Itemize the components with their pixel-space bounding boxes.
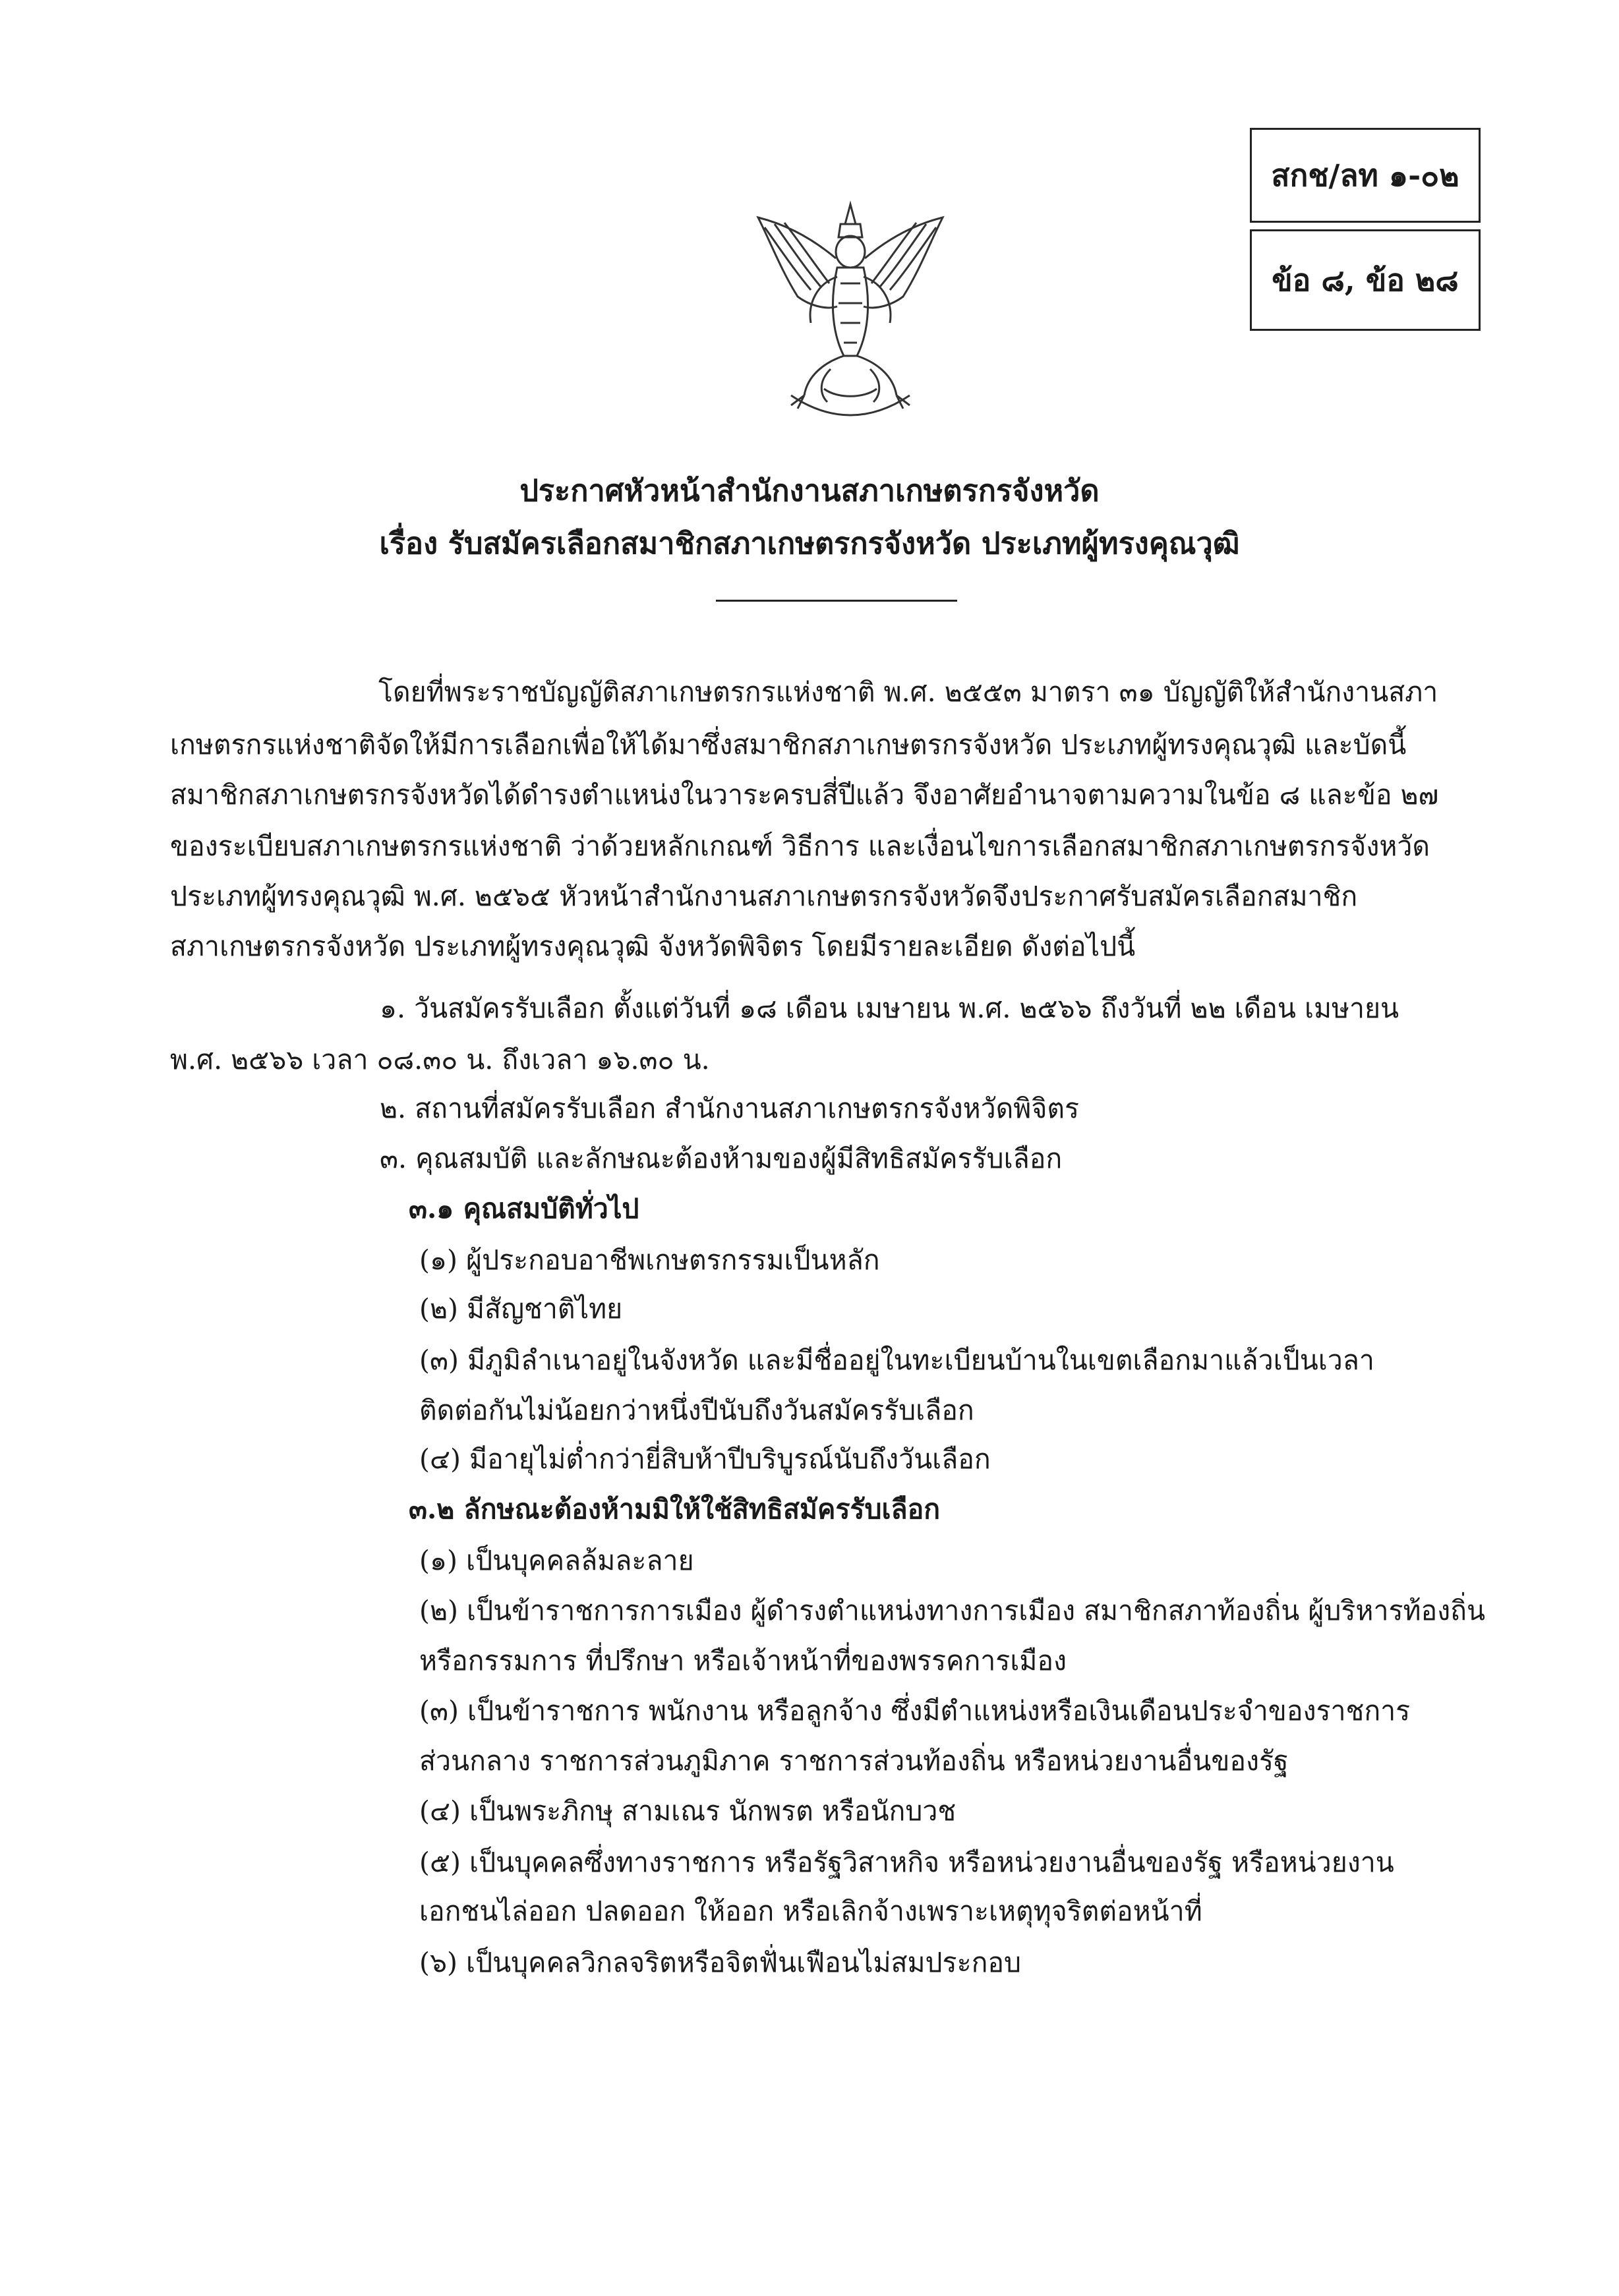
section-3-1-heading: ๓.๑ คุณสมบัติทั่วไป (409, 1193, 639, 1224)
intro-line: ของระเบียบสภาเกษตรกรแห่งชาติ ว่าด้วยหลักเกณฑ์ วิธีการ และเงื่อนไขการเลือกสมาชิกสภาเกษตรกรจังหวัด (170, 830, 1430, 862)
clause-reference-box (1250, 229, 1481, 331)
form-code-box (1250, 128, 1481, 223)
section-3-1-item: (๓) มีภูมิลำเนาอยู่ในจังหวัด และมีชื่ออยู่ในทะเบียนบ้านในเขตเลือกมาแล้วเป็นเวลา (419, 1344, 1374, 1376)
item-3-line: ๓. คุณสมบัติ และลักษณะต้องห้ามของผู้มีสิทธิสมัครรับเลือก (380, 1143, 1063, 1174)
section-3-2-heading: ๓.๒ ลักษณะต้องห้ามมิให้ใช้สิทธิสมัครรับเลือก (409, 1493, 941, 1525)
section-3-2-item-cont: หรือกรรมการ ที่ปรึกษา หรือเจ้าหน้าที่ของพรรคการเมือง (419, 1645, 1067, 1677)
section-3-2-item: (๔) เป็นพระภิกษุ สามเณร นักพรต หรือนักบวช (419, 1795, 957, 1827)
section-3-2-item: (๕) เป็นบุคคลซึ่งทางราชการ หรือรัฐวิสาหกิจ หรือหน่วยงานอื่นของรัฐ หรือหน่วยงาน (419, 1847, 1394, 1878)
garuda-emblem-icon (745, 198, 956, 422)
intro-line: ประเภทผู้ทรงคุณวุฒิ พ.ศ. ๒๕๖๕ หัวหน้าสำนักงานสภาเกษตรกรจังหวัดจึงประกาศรับสมัครเลือกสมาชิก (170, 880, 1358, 912)
section-3-1-item: (๑) ผู้ประกอบอาชีพเกษตรกรรมเป็นหลัก (419, 1244, 880, 1276)
section-3-2-item-cont: ส่วนกลาง ราชการส่วนภูมิภาค ราชการส่วนท้องถิ่น หรือหน่วยงานอื่นของรัฐ (419, 1745, 1289, 1777)
section-3-2-item: (๑) เป็นบุคคลล้มละลาย (419, 1545, 694, 1576)
item-1-line: พ.ศ. ๒๕๖๖ เวลา ๐๘.๓๐ น. ถึงเวลา ๑๖.๓๐ น. (170, 1044, 710, 1076)
item-1-line: ๑. วันสมัครรับเลือก ตั้งแต่วันที่ ๑๘ เดือน เมษายน พ.ศ. ๒๕๖๖ ถึงวันที่ ๒๒ เดือน เมษายน (380, 992, 1399, 1024)
title-divider (716, 600, 957, 602)
section-3-1-item: (๒) มีสัญชาติไทย (419, 1293, 623, 1325)
clause-reference: ข้อ ๘, ข้อ ๒๘ (1272, 262, 1459, 298)
intro-line: เกษตรกรแห่งชาติจัดให้มีการเลือกเพื่อให้ได้มาซึ่งสมาชิกสภาเกษตรกรจังหวัด ประเภทผู้ทรงคุณวุฒิ และบัดนี้ (170, 729, 1407, 761)
section-3-1-item-cont: ติดต่อกันไม่น้อยกว่าหนึ่งปีนับถึงวันสมัครรับเลือก (419, 1394, 974, 1426)
intro-line: สภาเกษตรกรจังหวัด ประเภทผู้ทรงคุณวุฒิ จังหวัดพิจิตร โดยมีรายละเอียด ดังต่อไปนี้ (170, 931, 1136, 962)
announcement-subject: เรื่อง รับสมัครเลือกสมาชิกสภาเกษตรกรจังหวัด ประเภทผู้ทรงคุณวุฒิ (379, 526, 1240, 561)
intro-line: สมาชิกสภาเกษตรกรจังหวัดได้ดำรงตำแหน่งในวาระครบสี่ปีแล้ว จึงอาศัยอำนาจตามความในข้อ ๘ และข้อ ๒๗ (170, 779, 1439, 811)
section-3-2-item: (๓) เป็นข้าราชการ พนักงาน หรือลูกจ้าง ซึ่งมีตำแหน่งหรือเงินเดือนประจำของราชการ (419, 1695, 1411, 1727)
section-3-2-item-cont: เอกชนไล่ออก ปลดออก ให้ออก หรือเลิกจ้างเพราะเหตุทุจริตต่อหน้าที่ (419, 1895, 1202, 1927)
intro-line: โดยที่พระราชบัญญัติสภาเกษตรกรแห่งชาติ พ.ศ. ๒๕๕๓ มาตรา ๓๑ บัญญัติให้สำนักงานสภา (378, 676, 1438, 708)
item-2-line: ๒. สถานที่สมัครรับเลือก สำนักงานสภาเกษตรกรจังหวัดพิจิตร (380, 1093, 1079, 1124)
announcement-title: ประกาศหัวหน้าสำนักงานสภาเกษตรกรจังหวัด (519, 473, 1100, 508)
section-3-2-item: (๖) เป็นบุคคลวิกลจริตหรือจิตฟั่นเฟือนไม่สมประกอบ (419, 1947, 1022, 1978)
form-code: สกช/ลท ๑-๐๒ (1271, 157, 1459, 193)
section-3-2-item: (๒) เป็นข้าราชการการเมือง ผู้ดำรงตำแหน่งทางการเมือง สมาชิกสภาท้องถิ่น ผู้บริหารท้องถิ่น (419, 1595, 1486, 1626)
section-3-1-item: (๔) มีอายุไม่ต่ำกว่ายี่สิบห้าปีบริบูรณ์นับถึงวันเลือก (419, 1443, 991, 1475)
